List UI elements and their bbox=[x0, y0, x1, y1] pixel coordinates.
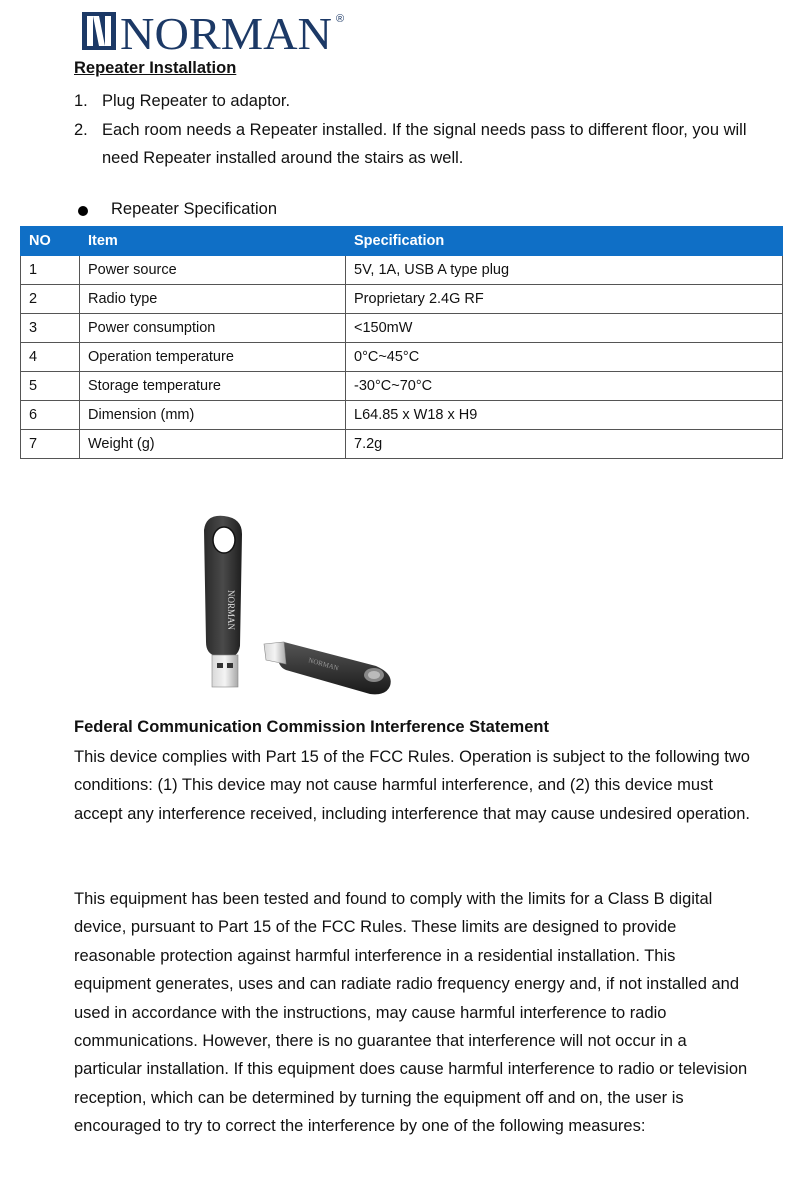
cell-spec: Proprietary 2.4G RF bbox=[346, 285, 783, 314]
norman-logo bbox=[80, 6, 355, 54]
table-row bbox=[21, 343, 783, 372]
installation-heading: Repeater Installation bbox=[74, 59, 237, 77]
cell-item: Power source bbox=[80, 256, 346, 285]
cell-no: 7 bbox=[21, 430, 80, 459]
cell-spec: 0°C~45°C bbox=[346, 343, 783, 372]
registered-mark: ® bbox=[336, 13, 345, 25]
cell-spec: <150mW bbox=[346, 314, 783, 343]
installation-steps bbox=[74, 87, 754, 173]
cell-no: 2 bbox=[21, 285, 80, 314]
cell-spec: 5V, 1A, USB A type plug bbox=[346, 256, 783, 285]
table-row bbox=[21, 372, 783, 401]
cell-no: 3 bbox=[21, 314, 80, 343]
repeater-lying-icon bbox=[264, 642, 391, 694]
table-row bbox=[21, 314, 783, 343]
cell-no: 5 bbox=[21, 372, 80, 401]
column-header-specification: Specification bbox=[346, 227, 783, 256]
table-row bbox=[21, 401, 783, 430]
spec-table bbox=[20, 226, 783, 459]
cell-spec: 7.2g bbox=[346, 430, 783, 459]
cell-item: Weight (g) bbox=[80, 430, 346, 459]
cell-item: Dimension (mm) bbox=[80, 401, 346, 430]
column-header-no: NO bbox=[21, 227, 80, 256]
fcc-paragraph-1: This device complies with Part 15 of the FCC Rules. Operation is subject to the following two conditions: (1) This device may not cause harmful interference, and (2) this device must accept any interference received, including interference that may cause undesired operation. bbox=[74, 748, 750, 823]
cell-no: 6 bbox=[21, 401, 80, 430]
table-row bbox=[21, 285, 783, 314]
svg-text:NORMAN: NORMAN bbox=[307, 656, 340, 673]
cell-spec: L64.85 x W18 x H9 bbox=[346, 401, 783, 430]
table-row bbox=[21, 256, 783, 285]
cell-no: 1 bbox=[21, 256, 80, 285]
cell-item: Operation temperature bbox=[80, 343, 346, 372]
logo-wordmark: NORMAN bbox=[120, 8, 332, 54]
list-item: 2. Each room needs a Repeater installed. If the signal needs pass to different floor, you will need Repeater installed around the stairs as well. bbox=[74, 120, 747, 167]
column-header-item: Item bbox=[80, 227, 346, 256]
table-header-row bbox=[21, 227, 783, 256]
repeater-product-image bbox=[190, 510, 410, 700]
svg-text:NORMAN: NORMAN bbox=[226, 590, 236, 631]
cell-no: 4 bbox=[21, 343, 80, 372]
bullet-icon bbox=[78, 206, 88, 216]
cell-item: Storage temperature bbox=[80, 372, 346, 401]
cell-item: Radio type bbox=[80, 285, 346, 314]
table-row bbox=[21, 430, 783, 459]
norman-mark-icon bbox=[82, 12, 116, 50]
fcc-title: Federal Communication Commission Interference Statement bbox=[74, 718, 549, 736]
cell-item: Power consumption bbox=[80, 314, 346, 343]
spec-bullet-label: Repeater Specification bbox=[111, 200, 278, 218]
cell-spec: -30°C~70°C bbox=[346, 372, 783, 401]
fcc-paragraph-2: This equipment has been tested and found to comply with the limits for a Class B digital device, pursuant to Part 15 of the FCC Rules. These limits are designed to provide reasonable protection against harmful interference in a residential installation. This equipment generates, uses and can radiate radio frequency energy and, if not installed and used in accordance with the instructions, may cause harmful interference to radio communications. However, there is no guarantee that interference will not occur in a particular installation. If this equipment does cause harmful interference to radio or television reception, which can be determined by turning the equipment off and on, the user is encouraged to try to correct the interference by one of the following measures: bbox=[74, 890, 748, 1136]
repeater-upright-icon bbox=[204, 516, 242, 687]
list-item: 1. Plug Repeater to adaptor. bbox=[74, 92, 291, 110]
